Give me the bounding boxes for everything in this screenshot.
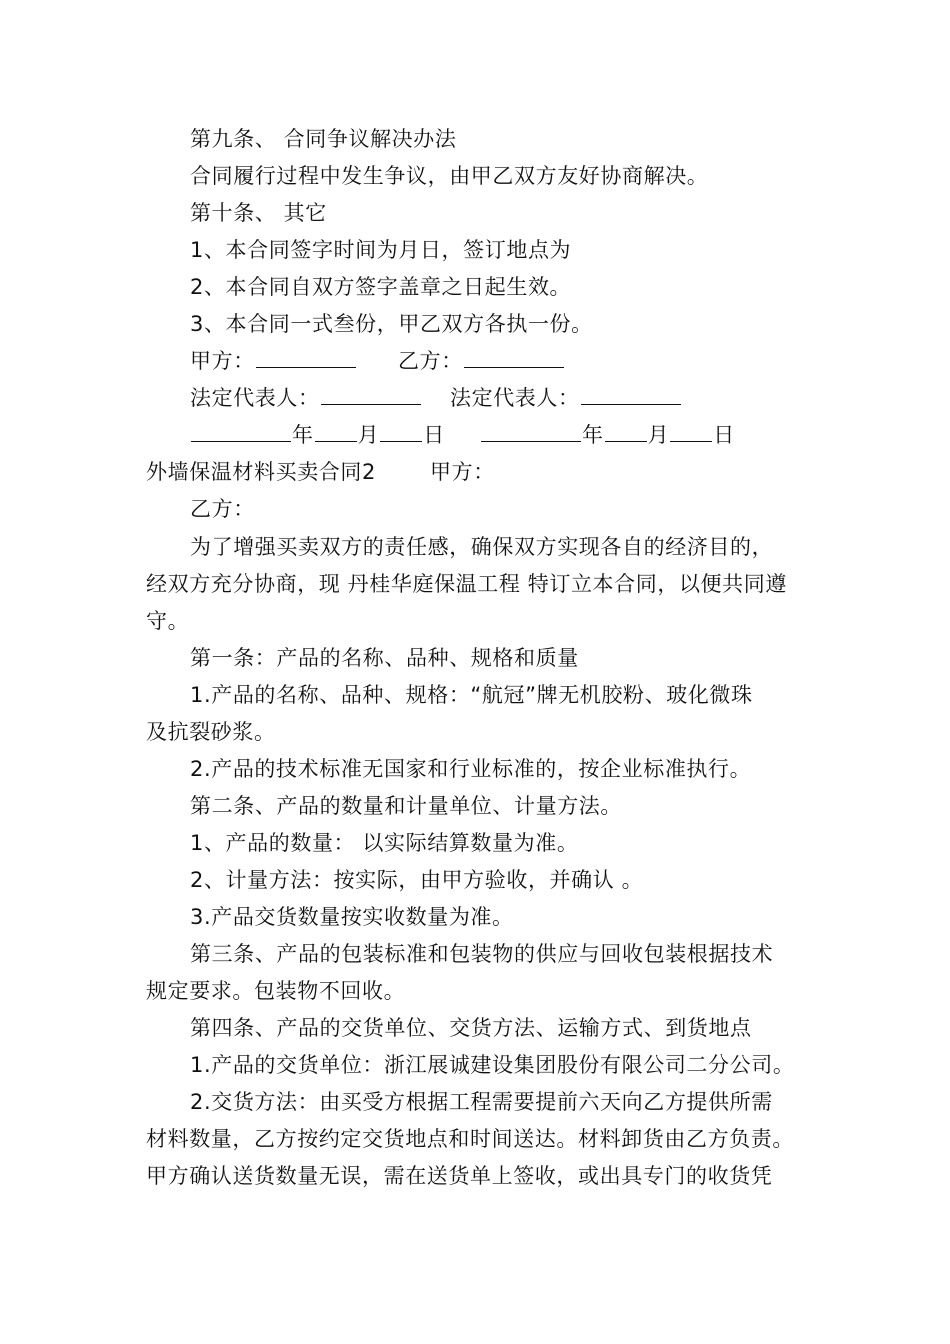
rep-a-label: 法定代表人： xyxy=(190,386,320,410)
article-10-item-1: 1、本合同签字时间为月日，签订地点为 xyxy=(190,238,572,262)
second-party-b: 乙方： xyxy=(190,497,255,521)
month-label: 月 xyxy=(357,423,380,447)
article-10-heading: 第十条、 其它 xyxy=(190,201,327,225)
signature-date-b xyxy=(480,420,735,450)
body-line: 经双方充分协商，现 丹桂华庭保温工程 特订立本合同，以便共同遵 xyxy=(146,572,787,596)
article-10-item-2: 2、本合同自双方签字盖章之日起生效。 xyxy=(190,275,572,299)
article-1-heading: 第一条：产品的名称、品种、规格和质量 xyxy=(190,646,579,670)
rep-a-blank xyxy=(321,384,421,405)
article-3-heading: 第三条、产品的包装标准和包装物的供应与回收包装根据技术 xyxy=(190,942,774,966)
body-line: 守。 xyxy=(146,609,190,633)
signature-party-b xyxy=(398,346,565,376)
article-9-text: 合同履行过程中发生争议，由甲乙双方友好协商解决。 xyxy=(190,164,709,188)
article-4-heading: 第四条、产品的交货单位、交货方法、运输方式、到货地点 xyxy=(190,1016,752,1040)
rep-b-label: 法定代表人： xyxy=(450,386,580,410)
body-line: 2.产品的技术标准无国家和行业标准的，按企业标准执行。 xyxy=(190,757,752,781)
article-9-heading: 第九条、 合同争议解决办法 xyxy=(190,127,457,151)
signature-rep-a xyxy=(190,383,422,413)
party-a-blank xyxy=(256,347,356,368)
day-blank xyxy=(670,421,712,442)
party-b-blank xyxy=(464,347,564,368)
body-line: 及抗裂砂浆。 xyxy=(146,720,276,744)
signature-rep-b xyxy=(450,383,682,413)
signature-party-a xyxy=(190,346,357,376)
body-line: 2、计量方法：按实际，由甲方验收，并确认 。 xyxy=(190,868,644,892)
article-10-item-3: 3、本合同一式叁份，甲乙双方各执一份。 xyxy=(190,312,593,336)
day-label: 日 xyxy=(713,423,735,447)
article-2-heading: 第二条、产品的数量和计量单位、计量方法。 xyxy=(190,794,622,818)
second-party-a: 甲方： xyxy=(430,460,495,484)
body-line: 1、产品的数量： 以实际结算数量为准。 xyxy=(190,831,579,855)
year-label: 年 xyxy=(582,423,604,447)
party-b-label: 乙方： xyxy=(398,349,463,373)
month-blank xyxy=(315,421,357,442)
body-line: 2.交货方法：由买受方根据工程需要提前六天向乙方提供所需 xyxy=(190,1090,773,1114)
year-blank xyxy=(481,421,581,442)
year-label: 年 xyxy=(292,423,314,447)
body-line: 甲方确认送货数量无误，需在送货单上签收，或出具专门的收货凭 xyxy=(146,1164,773,1188)
body-line: 材料数量，乙方按约定交货地点和时间送达。材料卸货由乙方负责。 xyxy=(146,1127,794,1151)
month-blank xyxy=(605,421,647,442)
rep-b-blank xyxy=(581,384,681,405)
month-label: 月 xyxy=(647,423,670,447)
year-blank xyxy=(191,421,291,442)
body-line: 规定要求。包装物不回收。 xyxy=(146,979,406,1003)
body-line: 3.产品交货数量按实收数量为准。 xyxy=(190,905,514,929)
second-contract-title: 外墙保温材料买卖合同2 xyxy=(146,460,376,484)
day-label: 日 xyxy=(423,423,445,447)
signature-date-a xyxy=(190,420,445,450)
day-blank xyxy=(380,421,422,442)
party-a-label: 甲方： xyxy=(190,349,255,373)
body-line: 1.产品的名称、品种、规格：“航冠”牌无机胶粉、玻化微珠 xyxy=(190,683,753,707)
body-line: 为了增强买卖双方的责任感，确保双方实现各自的经济目的， xyxy=(190,535,774,559)
body-line: 1.产品的交货单位：浙江展诚建设集团股份有限公司二分公司。 xyxy=(190,1053,795,1077)
